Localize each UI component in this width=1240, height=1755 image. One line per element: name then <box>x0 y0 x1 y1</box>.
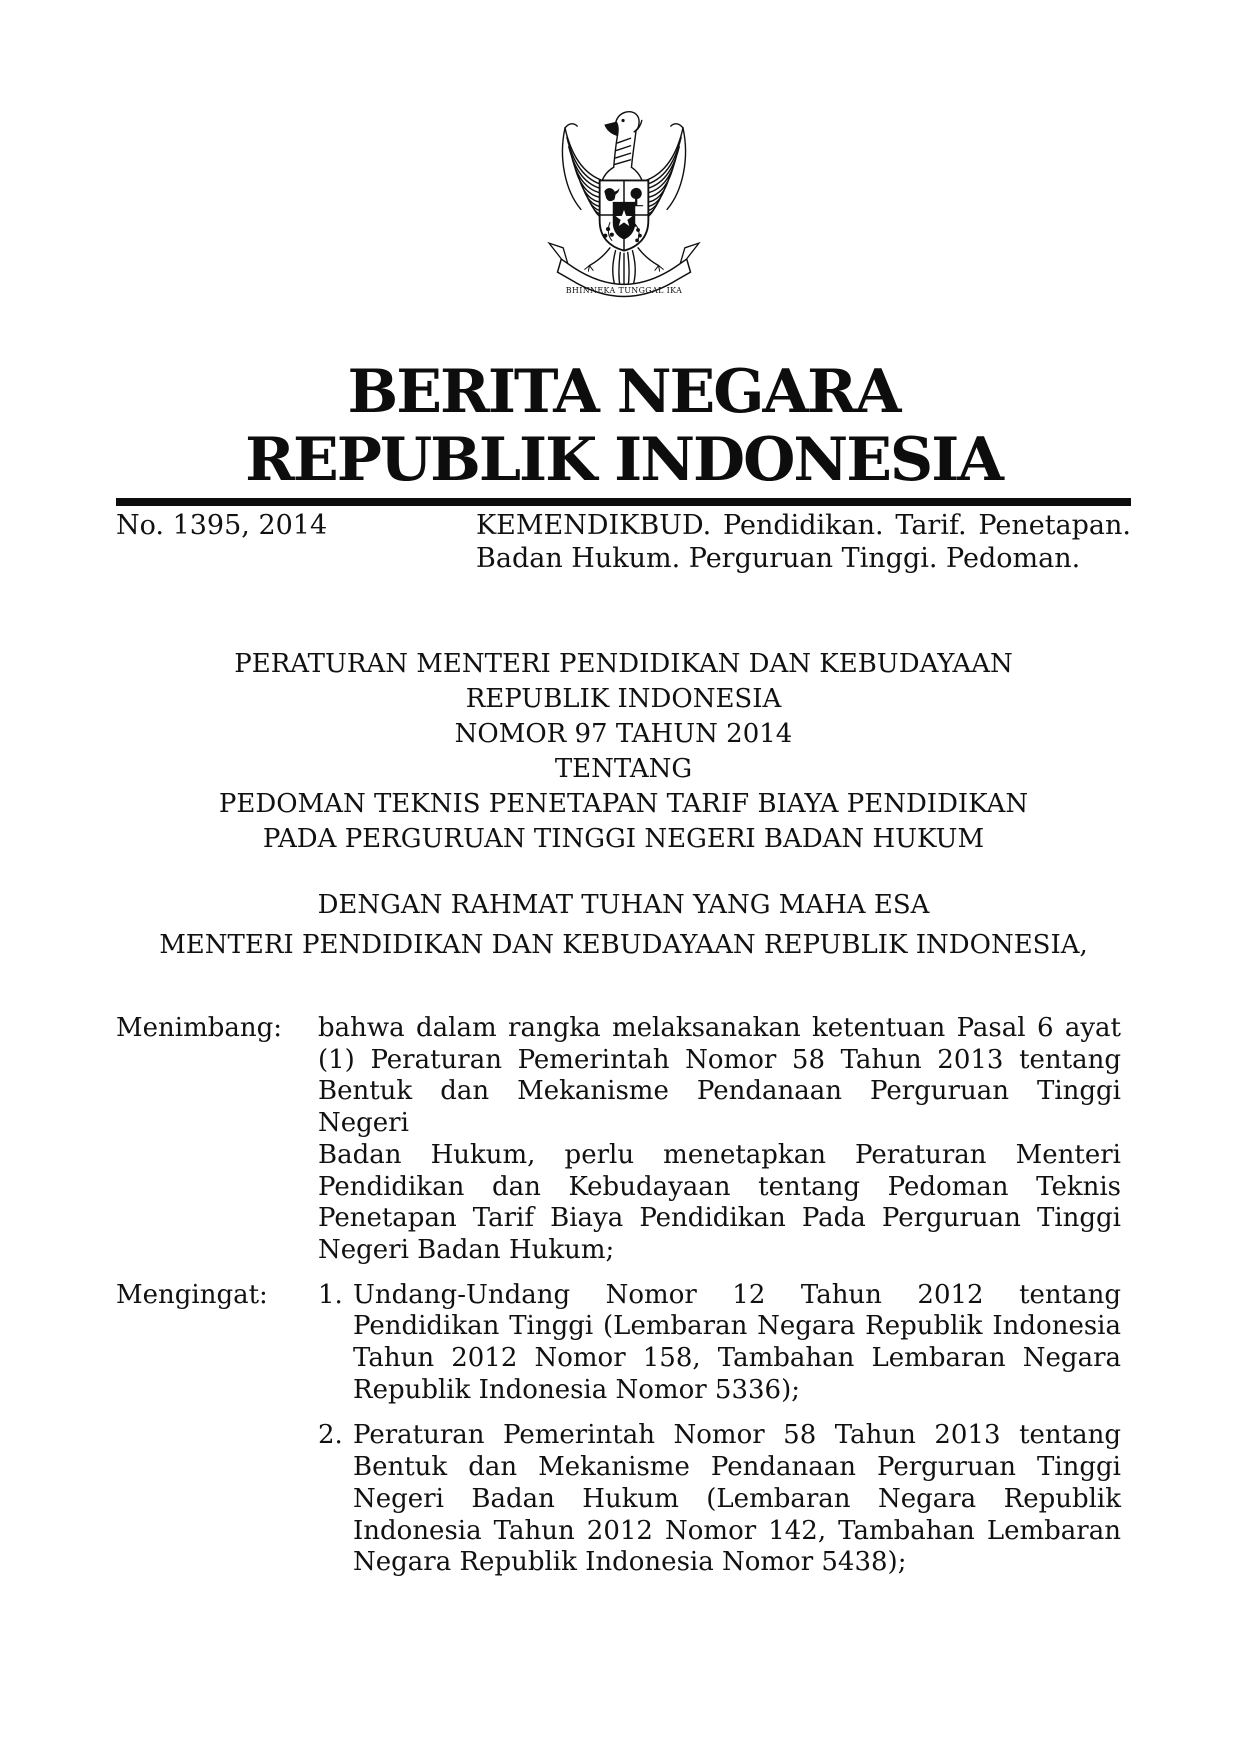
text-line: TENTANG <box>554 754 693 784</box>
text-line: Indonesia Tahun 2012 Nomor 142, Tambahan Lembaran <box>353 1515 1121 1546</box>
text-line: Negara Republik Indonesia Nomor 5438); <box>353 1547 907 1578</box>
gazette-title-line2: REPUBLIK INDONESIA <box>245 425 1002 495</box>
authority-line: MENTERI PENDIDIKAN DAN KEBUDAYAAN REPUBLIK INDONESIA, <box>159 930 1088 960</box>
gazette-masthead-title <box>116 358 1131 494</box>
text-line: KEMENDIKBUD. Pendidikan. Tarif. Penetapan. <box>476 510 1131 541</box>
text-line: Bentuk dan Mekanisme Pendanaan Perguruan Tinggi Negeri <box>318 1076 1121 1139</box>
item-text <box>353 1420 1121 1579</box>
text-line: Penetapan Tarif Biaya Pendidikan Pada Perguruan Tinggi <box>318 1203 1121 1234</box>
masthead-rule <box>116 498 1131 506</box>
legal-basis-label: Mengingat: <box>116 1279 268 1310</box>
item-text <box>353 1280 1121 1407</box>
text-line: Undang-Undang Nomor 12 Tahun 2012 tentang <box>353 1279 1121 1310</box>
text-line: Negeri Badan Hukum (Lembaran Negara Republik <box>353 1483 1121 1514</box>
emblem-motto-text: BHINNEKA TUNGGAL IKA <box>565 285 682 295</box>
invocation-line: DENGAN RAHMAT TUHAN YANG MAHA ESA <box>317 890 930 920</box>
item-number: 2. <box>318 1420 343 1451</box>
text-line: Tahun 2012 Nomor 158, Tambahan Lembaran Negara <box>353 1343 1121 1374</box>
legal-basis-list <box>318 1280 1121 1579</box>
subject-classification <box>476 509 1131 575</box>
emblem-container <box>116 0 1131 304</box>
text-line: Badan Hukum, perlu menetapkan Peraturan Menteri <box>318 1139 1121 1170</box>
text-line: Bentuk dan Mekanisme Pendanaan Perguruan Tinggi <box>353 1452 1121 1483</box>
text-line: Badan Hukum. Perguruan Tinggi. Pedoman. <box>476 543 1081 574</box>
considerations-section <box>116 1013 1131 1267</box>
garuda-pancasila-emblem <box>521 98 727 304</box>
legal-basis-item-2 <box>318 1420 1121 1579</box>
text-line: Pendidikan Tinggi (Lembaran Negara Republik Indonesia <box>353 1311 1121 1342</box>
regulation-title <box>116 647 1131 857</box>
issue-number: No. 1395, 2014 <box>116 510 328 541</box>
item-number: 1. <box>318 1279 343 1310</box>
considerations-label: Menimbang: <box>116 1013 283 1043</box>
text-line: PADA PERGURUAN TINGGI NEGERI BADAN HUKUM <box>262 824 985 854</box>
eagle-head-icon <box>601 112 642 183</box>
masthead-info-row <box>116 509 1131 575</box>
text-line: NOMOR 97 TAHUN 2014 <box>454 719 793 749</box>
gazette-title-line1: BERITA NEGARA <box>347 357 900 427</box>
text-line: Negeri Badan Hukum; <box>318 1234 615 1265</box>
legal-basis-item-1 <box>318 1280 1121 1407</box>
text-line: PERATURAN MENTERI PENDIDIKAN DAN KEBUDAYAAN <box>234 649 1013 679</box>
pancasila-shield-icon <box>599 180 648 250</box>
legal-basis-section <box>116 1280 1131 1579</box>
page-content <box>116 0 1131 1579</box>
text-line: PEDOMAN TEKNIS PENETAPAN TARIF BIAYA PENDIDIKAN <box>218 789 1029 819</box>
text-line: Republik Indonesia Nomor 5336); <box>353 1374 800 1405</box>
text-line: Pendidikan dan Kebudayaan tentang Pedoman Teknis <box>318 1171 1121 1202</box>
considerations-text <box>318 1013 1121 1267</box>
text-line: bahwa dalam rangka melaksanakan ketentuan Pasal 6 ayat <box>318 1013 1121 1043</box>
text-line: Peraturan Pemerintah Nomor 58 Tahun 2013 tentang <box>353 1420 1121 1451</box>
text-line: REPUBLIK INDONESIA <box>465 684 782 714</box>
text-line: (1) Peraturan Pemerintah Nomor 58 Tahun 2013 tentang <box>318 1044 1121 1075</box>
